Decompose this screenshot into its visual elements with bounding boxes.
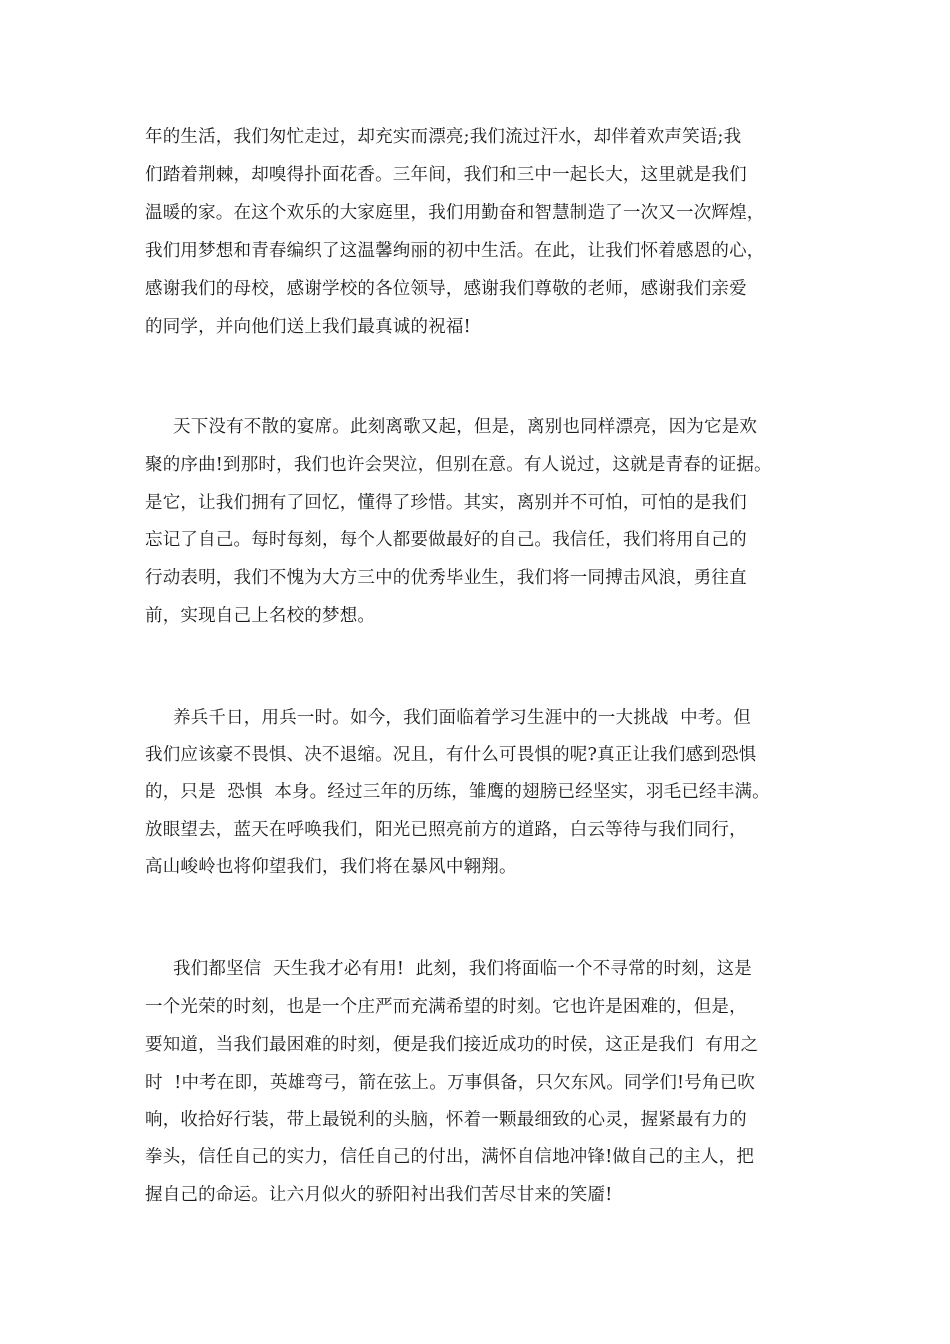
- text-line: 时 !中考在即，英雄弯弓，箭在弦上。万事俱备，只欠东风。同学们!号角已吹: [145, 1073, 756, 1093]
- text-line: 我们都坚信 天生我才必有用! 此刻，我们将面临一个不寻常的时刻，这是: [173, 959, 752, 979]
- text-line: 聚的序曲!到那时，我们也许会哭泣，但别在意。有人说过，这就是青春的证据。: [145, 455, 772, 475]
- text-line: 我们用梦想和青春编织了这温馨绚丽的初中生活。在此，让我们怀着感恩的心，: [145, 241, 765, 261]
- text-line: 高山峻岭也将仰望我们，我们将在暴风中翱翔。: [145, 857, 517, 877]
- text-line: 们踏着荆棘，却嗅得扑面花香。三年间，我们和三中一起长大，这里就是我们: [145, 165, 747, 185]
- text-line: 一个光荣的时刻，也是一个庄严而充满希望的时刻。它也许是困难的，但是，: [145, 997, 747, 1017]
- text-line: 我们应该豪不畏惧、决不退缩。况且，有什么可畏惧的呢?真正让我们感到恐惧: [145, 745, 757, 765]
- text-line: 是它，让我们拥有了回忆，懂得了珍惜。其实，离别并不可怕，可怕的是我们: [145, 493, 747, 513]
- text-line: 天下没有不散的宴席。此刻离歌又起，但是，离别也同样漂亮，因为它是欢: [173, 417, 758, 437]
- text-line: 放眼望去，蓝天在呼唤我们，阳光已照亮前方的道路，白云等待与我们同行，: [145, 820, 747, 840]
- text-line: 前，实现自己上名校的梦想。: [145, 606, 376, 626]
- text-line: 忘记了自己。每时每刻，每个人都要做最好的自己。我信任，我们将用自己的: [145, 530, 747, 550]
- text-line: 行动表明，我们不愧为大方三中的优秀毕业生，我们将一同搏击风浪，勇往直: [145, 568, 747, 588]
- text-line: 拳头，信任自己的实力，信任自己的付出，满怀自信地冲锋!做自己的主人，把: [145, 1147, 755, 1167]
- text-line: 要知道，当我们最困难的时刻，便是我们接近成功的时侯，这正是我们 有用之: [145, 1035, 759, 1055]
- text-line: 的，只是 恐惧 本身。经过三年的历练，雏鹰的翅膀已经坚实，羽毛已经丰满。: [145, 782, 770, 802]
- text-line: 养兵千日，用兵一时。如今，我们面临着学习生涯中的一大挑战 中考。但: [173, 708, 751, 728]
- text-line: 温暖的家。在这个欢乐的大家庭里，我们用勤奋和智慧制造了一次又一次辉煌，: [145, 203, 765, 223]
- text-line: 响，收拾好行装，带上最锐利的头脑，怀着一颗最细致的心灵，握紧最有力的: [145, 1110, 747, 1130]
- text-line: 握自己的命运。让六月似火的骄阳衬出我们苦尽甘来的笑靥!: [145, 1185, 613, 1205]
- text-line: 年的生活，我们匆忙走过，却充实而漂亮;我们流过汗水，却伴着欢声笑语;我: [145, 127, 742, 147]
- text-line: 感谢我们的母校，感谢学校的各位领导，感谢我们尊敬的老师，感谢我们亲爱: [145, 279, 747, 299]
- text-line: 的同学，并向他们送上我们最真诚的祝福!: [145, 317, 471, 337]
